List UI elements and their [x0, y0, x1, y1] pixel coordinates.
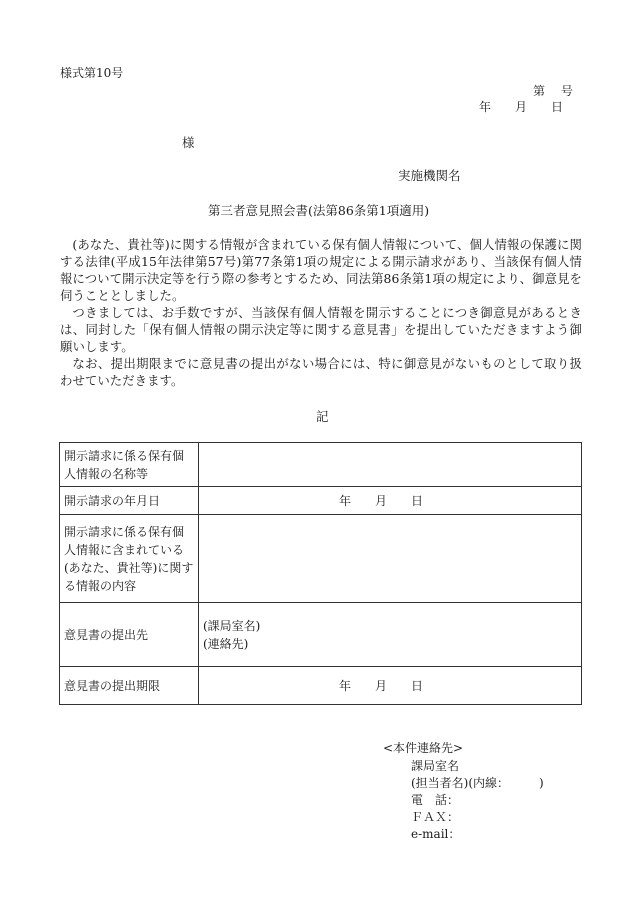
contact-email: e-mail： [411, 827, 461, 841]
submit-to-dept: (課局室名) [203, 618, 261, 633]
row-value-info-content [199, 515, 582, 603]
table-row [60, 443, 582, 487]
row-label-request-date: 開示請求の年月日 [60, 487, 199, 515]
ki-heading: 記 [316, 409, 329, 424]
row-label-info-content: 開示請求に係る保有個人情報に含まれている(あなた、貴社等)に関する情報の内容 [60, 515, 199, 603]
paragraph-2: つきましては、お手数ですが、当該保有個人情報を開示することにつき御意見があるときは、同封した「保有個人情報の開示決定等に関する意見書」を提出していただきますよう御願いします。 [60, 305, 582, 354]
row-label-submit-to: 意見書の提出先 [60, 603, 199, 667]
paragraph-3: なお、提出期限までに意見書の提出がない場合には、特に御意見がないものとして取り扱わせていただきます。 [60, 356, 582, 388]
submit-to-contact: (連絡先) [203, 636, 249, 651]
table-row [60, 603, 582, 667]
table-row [60, 667, 582, 705]
document-title: 第三者意見照会書(法第86条第1項適用) [208, 203, 430, 218]
paragraph-1: (あなた、貴社等)に関する情報が含まれている保有個人情報について、個人情報の保護に関する法律(平成15年法律第57号)第77条第1項の規定による開示請求があり、当該保有個人情報について開示決定等を行う際の参考とするため、同法第86条第1項の規定により、御意見を伺うこととしました。 [60, 237, 582, 303]
contact-header: <本件連絡先> [383, 741, 464, 755]
addressee-suffix: 様 [182, 135, 195, 150]
row-value-deadline: 年 月 日 [199, 667, 582, 705]
row-value-request-date: 年 月 日 [199, 487, 582, 515]
contact-fax: ＦＡＸ： [411, 810, 460, 824]
table-row [60, 487, 582, 515]
document-number: 第 号 [533, 84, 573, 98]
table-row [60, 515, 582, 603]
contact-tel: 電 話： [411, 793, 460, 807]
row-label-deadline: 意見書の提出期限 [60, 667, 199, 705]
form-number: 様式第10号 [60, 66, 124, 80]
details-table [59, 442, 582, 705]
row-value-submit-to [199, 603, 582, 667]
issue-date: 年 月 日 [479, 100, 564, 114]
row-value-info-name [199, 443, 582, 487]
row-label-info-name: 開示請求に係る保有個人情報の名称等 [60, 443, 199, 487]
body-text [60, 236, 582, 389]
contact-dept: 課局室名 [411, 759, 460, 773]
agency-name-label: 実施機関名 [398, 168, 461, 183]
contact-person: (担当者名)(内線： ) [411, 776, 544, 790]
